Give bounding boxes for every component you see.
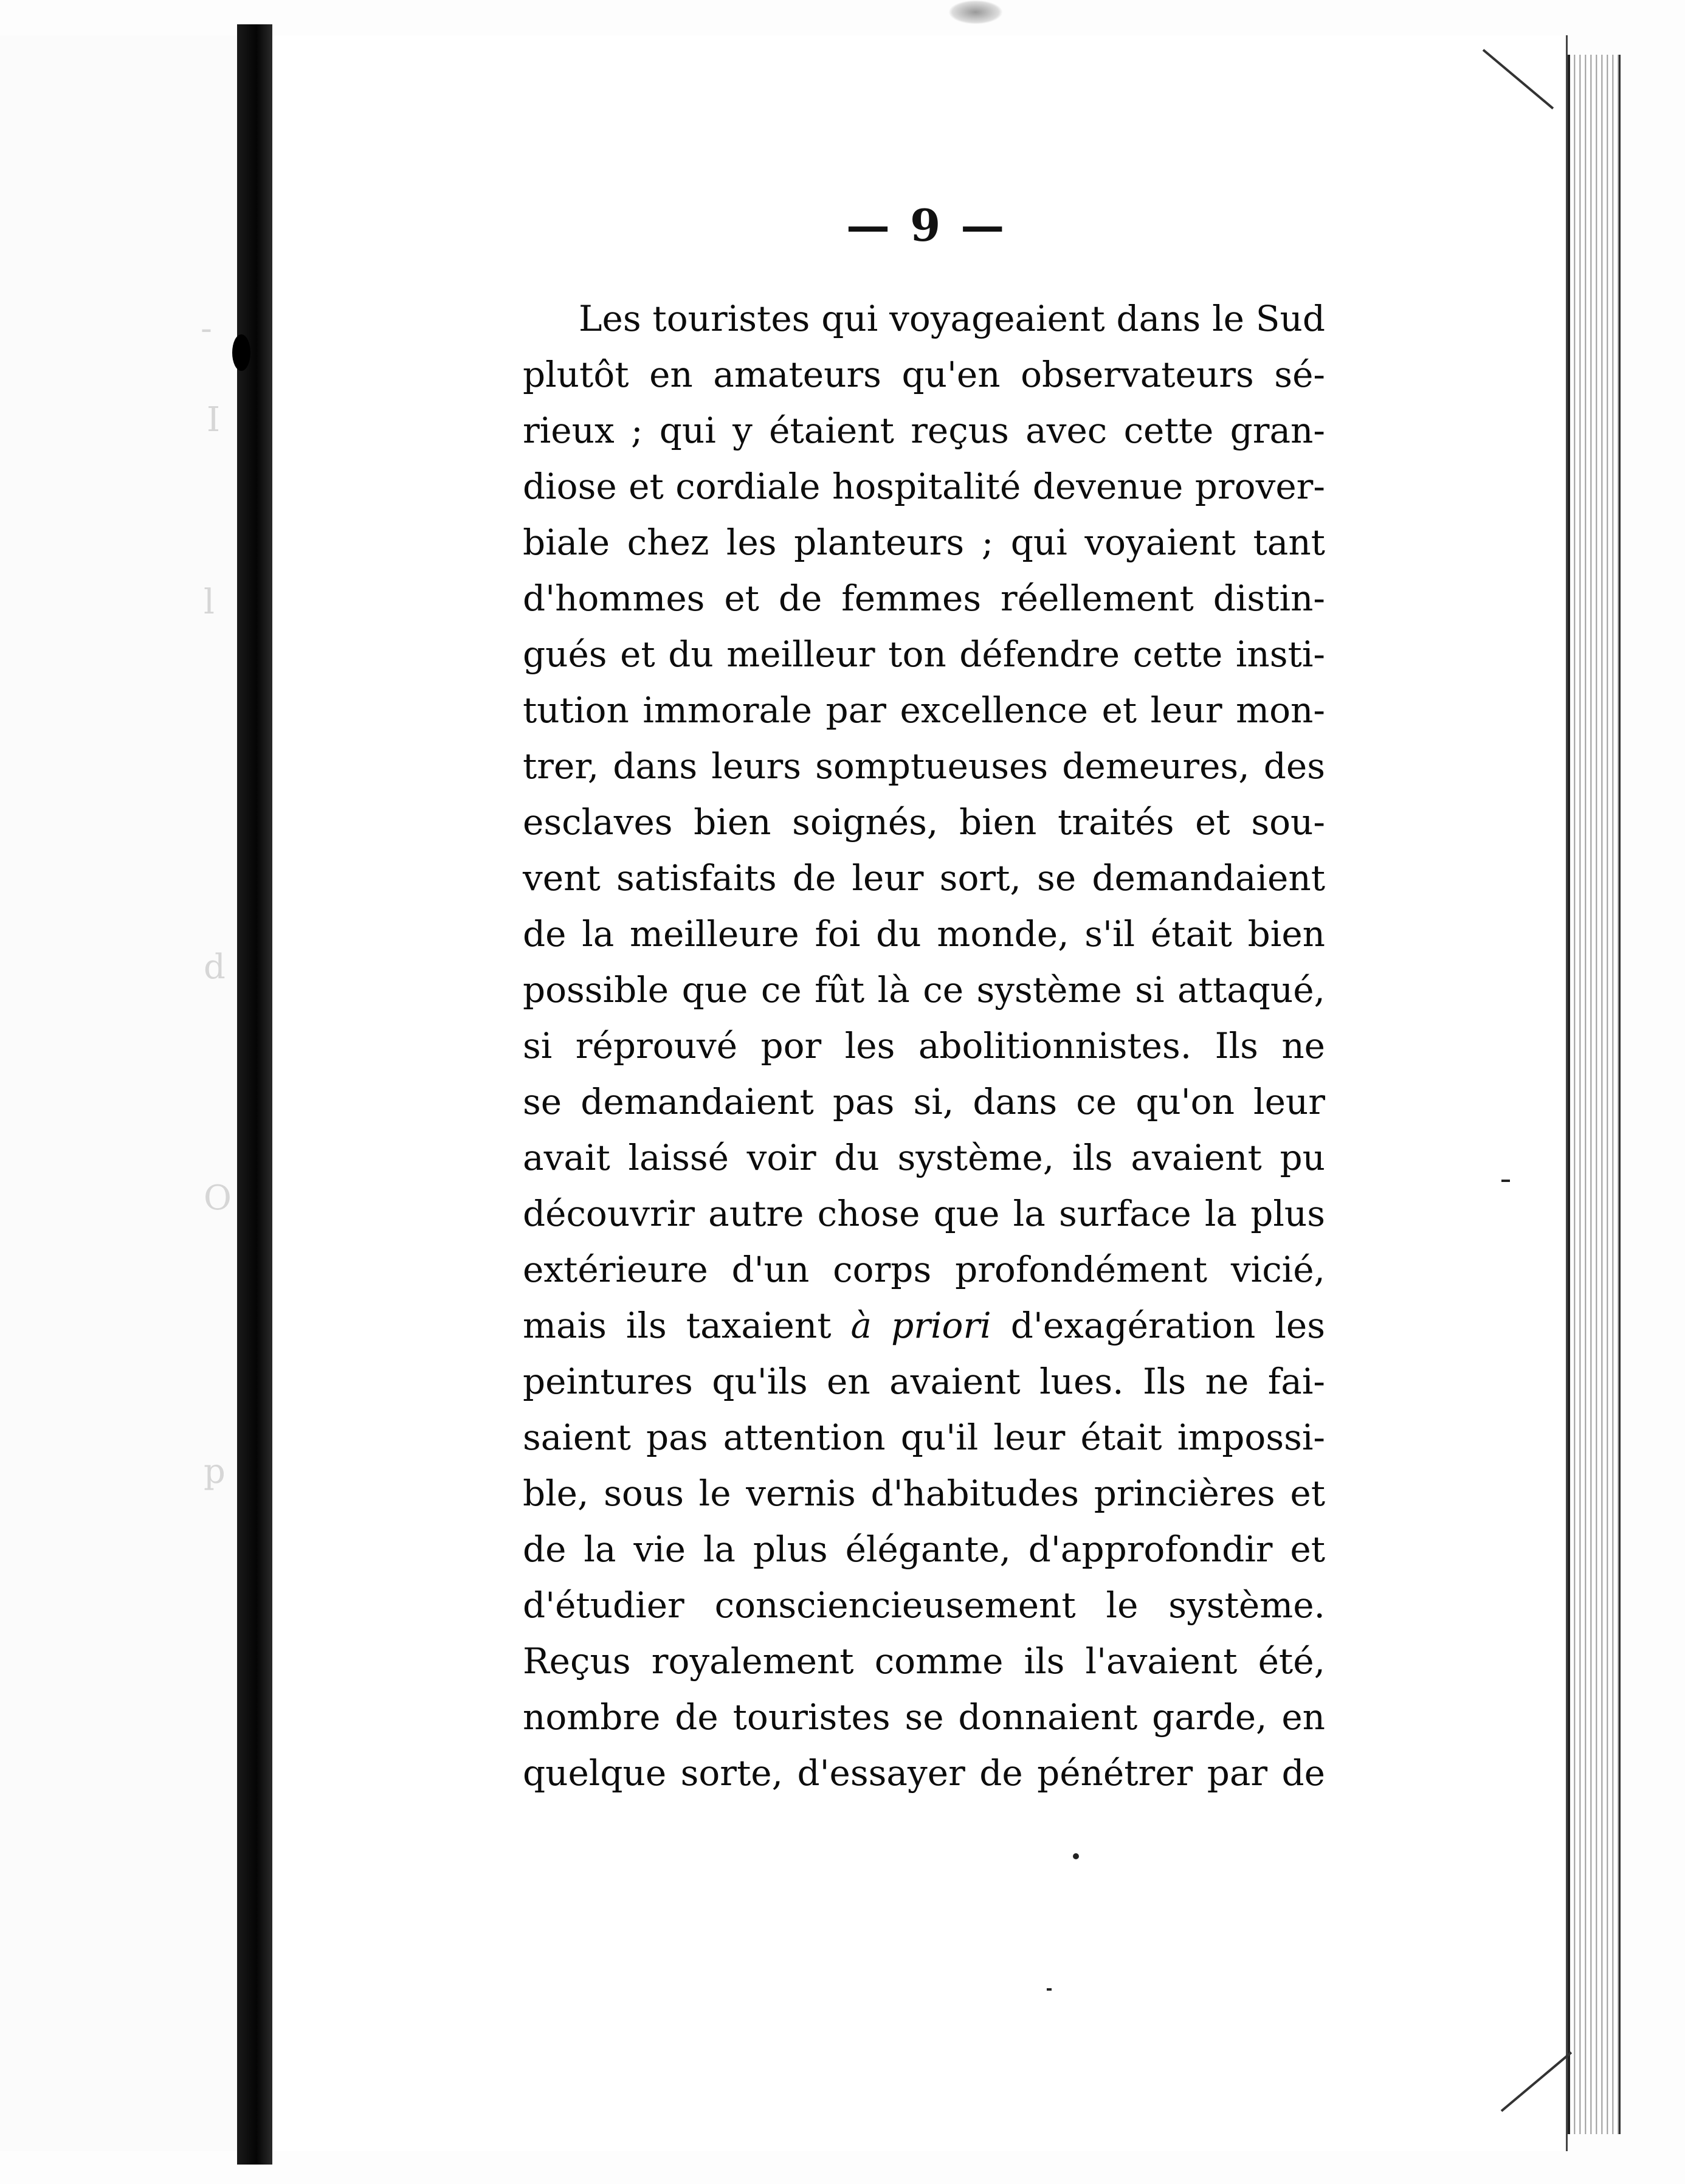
text-line: esclaves bien soignés, bien traités et sou- xyxy=(523,801,1325,843)
text-line: d'hommes et de femmes réellement distin- xyxy=(523,578,1325,619)
text-line: vent satisfaits de leur sort, se demandaient xyxy=(523,857,1325,899)
text-line: se demandaient pas si, dans ce qu'on leur xyxy=(523,1081,1325,1122)
left-page-ghost-mark: p xyxy=(204,1452,226,1491)
text-line: peintures qu'ils en avaient lues. Ils ne fai- xyxy=(523,1361,1325,1402)
text-line: nombre de touristes se donnaient garde, en xyxy=(523,1696,1325,1738)
page-number: — 9 — xyxy=(846,199,1007,251)
text-line: gués et du meilleur ton défendre cette insti- xyxy=(523,634,1325,675)
left-page-ghost-mark: l xyxy=(204,582,215,622)
text-line: plutôt en amateurs qu'en observateurs sé- xyxy=(523,354,1325,395)
left-facing-page xyxy=(0,35,238,2151)
text-line: saient pas attention qu'il leur était impossi- xyxy=(523,1417,1325,1458)
text-line: de la meilleure foi du monde, s'il était bien xyxy=(523,913,1325,955)
text-line: quelque sorte, d'essayer de pénétrer par de xyxy=(523,1752,1325,1794)
text-line: rieux ; qui y étaient reçus avec cette gran- xyxy=(523,410,1325,451)
text-line: Les touristes qui voyageaient dans le Sud xyxy=(579,298,1325,339)
text-line: tution immorale par excellence et leur mon- xyxy=(523,689,1325,731)
text-line: trer, dans leurs somptueuses demeures, des xyxy=(523,745,1325,787)
left-page-ghost-mark: d xyxy=(204,947,226,987)
text-line: de la vie la plus élégante, d'approfondir et xyxy=(523,1529,1325,1570)
left-page-ghost-mark: - xyxy=(201,309,212,348)
left-page-ghost-mark: I xyxy=(207,400,221,440)
text-line: si réprouvé por les abolitionnistes. Ils ne xyxy=(523,1025,1325,1066)
text-line: diose et cordiale hospitalité devenue prover- xyxy=(523,466,1325,507)
text-line: Reçus royalement comme ils l'avaient été, xyxy=(523,1640,1325,1682)
ink-speck xyxy=(1073,1853,1079,1859)
gutter-notch xyxy=(232,334,250,371)
book-gutter xyxy=(237,24,272,2165)
text-line: ble, sous le vernis d'habitudes princières et xyxy=(523,1473,1325,1514)
left-page-ghost-mark: O xyxy=(204,1178,232,1218)
italic-phrase: à priori xyxy=(850,1305,991,1346)
text-line: avait laissé voir du système, ils avaient pu xyxy=(523,1137,1325,1178)
page-edges xyxy=(1568,55,1621,2134)
text-line: découvrir autre chose que la surface la plus xyxy=(523,1193,1325,1234)
text-line: mais ils taxaient à priori d'exagération les xyxy=(523,1305,1325,1346)
text-line: extérieure d'un corps profondément vicié, xyxy=(523,1249,1325,1290)
text-line: biale chez les planteurs ; qui voyaient tant xyxy=(523,522,1325,563)
text-line: d'étudier consciencieusement le système. xyxy=(523,1584,1325,1626)
ink-speck xyxy=(1501,1180,1510,1182)
scan-blot xyxy=(948,0,1003,24)
body-text xyxy=(523,291,1325,1801)
text-line: possible que ce fût là ce système si attaqué, xyxy=(523,969,1325,1011)
ink-speck xyxy=(1047,1988,1052,1991)
